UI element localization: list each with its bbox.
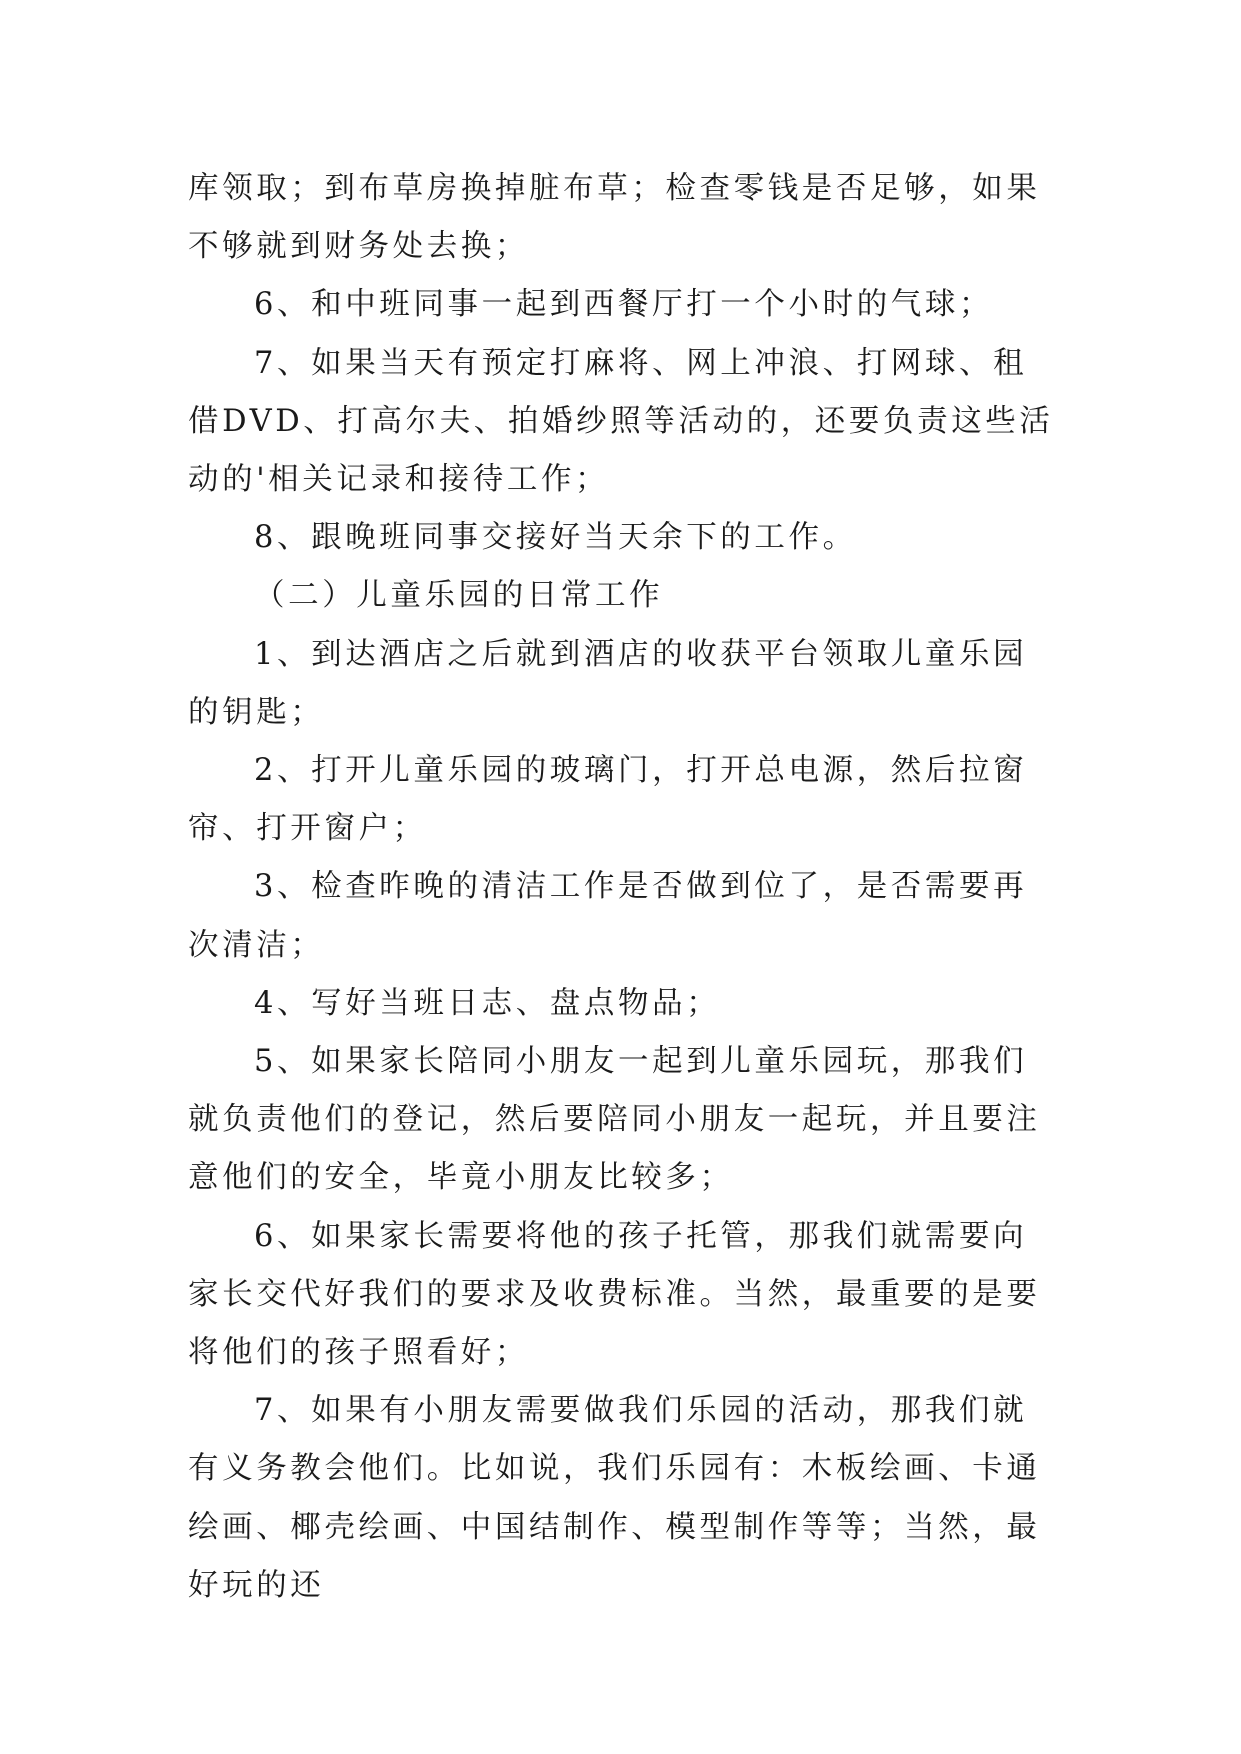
paragraph-continuation: 库领取；到布草房换掉脏布草；检查零钱是否足够，如果不够就到财务处去换； [188, 171, 1041, 265]
paragraph-item-2: 2、打开儿童乐园的玻璃门，打开总电源，然后拉窗帘、打开窗户； [188, 753, 1028, 847]
paragraph-item-7: 7、如果当天有预定打麻将、网上冲浪、打网球、租借DVD、打高尔夫、拍婚纱照等活动的，还要负责这些活动的'相关记录和接待工作； [188, 345, 1054, 498]
paragraph-item-8: 8、跟晚班同事交接好当天余下的工作。 [254, 520, 857, 556]
paragraph-item-6b: 6、如果家长需要将他的孩子托管，那我们就需要向家长交代好我们的要求及收费标准。当然，最重要的是要将他们的孩子照看好； [188, 1218, 1041, 1371]
paragraph-item-4: 4、写好当班日志、盘点物品； [254, 985, 721, 1021]
document-body [188, 160, 1058, 1615]
paragraph-item-7b: 7、如果有小朋友需要做我们乐园的活动，那我们就有义务教会他们。比如说，我们乐园有：木板绘画、卡通绘画、椰壳绘画、中国结制作、模型制作等等；当然，最好玩的还 [188, 1393, 1041, 1603]
paragraph-item-5: 5、如果家长陪同小朋友一起到儿童乐园玩，那我们就负责他们的登记，然后要陪同小朋友一起玩，并且要注意他们的安全，毕竟小朋友比较多； [188, 1044, 1041, 1196]
section-heading: （二）儿童乐园的日常工作 [254, 578, 664, 614]
paragraph-item-1: 1、到达酒店之后就到酒店的收获平台领取儿童乐园的钥匙； [188, 636, 1028, 730]
paragraph-item-3: 3、检查昨晚的清洁工作是否做到位了，是否需要再次清洁； [188, 869, 1028, 963]
paragraph-item-6: 6、和中班同事一起到西餐厅打一个小时的气球； [254, 287, 994, 323]
